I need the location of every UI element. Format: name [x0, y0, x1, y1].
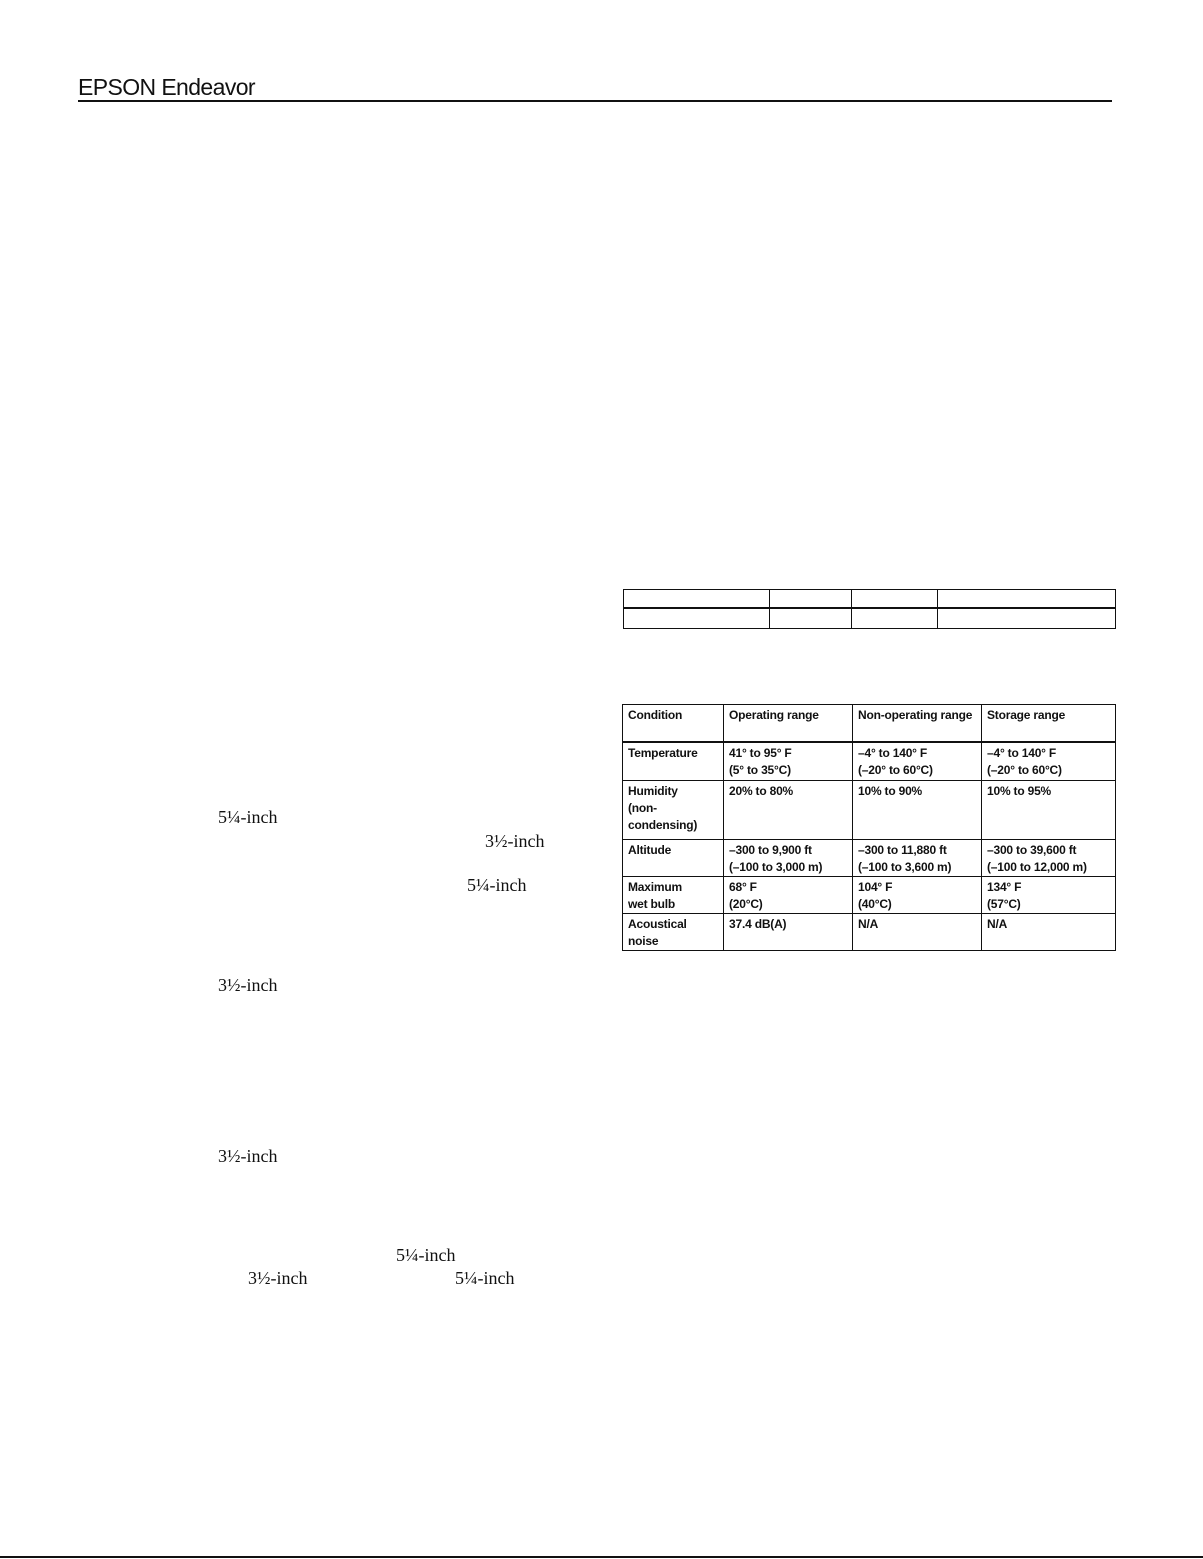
cell-line: –300 to 9,900 ft	[729, 843, 812, 857]
cell-condition	[623, 914, 724, 951]
cell-line: (–20° to 60°C)	[858, 763, 933, 777]
cell-line: –4° to 140° F	[987, 746, 1057, 760]
cell-line: (–100 to 12,000 m)	[987, 860, 1087, 874]
cell-line: (–100 to 3,000 m)	[729, 860, 823, 874]
cell-operating	[724, 840, 853, 877]
cell-line: N/A	[858, 917, 879, 931]
cell-line: 41° to 95° F	[729, 746, 792, 760]
cell-line: Acoustical	[628, 917, 687, 931]
cell-non-operating	[853, 781, 982, 840]
table-cell	[852, 590, 938, 609]
cell-operating	[724, 877, 853, 914]
cell-line: (40°C)	[858, 897, 892, 911]
cell-line: 37.4 dB(A)	[729, 917, 787, 931]
cell-non-operating	[853, 877, 982, 914]
footer-rule	[0, 1556, 1203, 1558]
cell-line: 134° F	[987, 880, 1022, 894]
table-row	[623, 742, 1116, 781]
text-fragment: 3½-inch	[248, 1268, 308, 1288]
table-cell	[938, 590, 1116, 609]
cell-storage	[982, 742, 1116, 781]
cell-line: (20°C)	[729, 897, 763, 911]
cell-condition	[623, 781, 724, 840]
cell-condition	[623, 742, 724, 781]
empty-table	[623, 589, 1116, 629]
text-fragment: 5¼-inch	[396, 1245, 456, 1265]
cell-non-operating	[853, 840, 982, 877]
cell-non-operating	[853, 742, 982, 781]
cell-line: 20% to 80%	[729, 784, 794, 798]
cell-line: –4° to 140° F	[858, 746, 928, 760]
text-fragment: 3½-inch	[485, 831, 545, 851]
cell-line: 104° F	[858, 880, 893, 894]
header-rule	[78, 100, 1112, 102]
cell-line: wet bulb	[628, 897, 676, 911]
cell-line: N/A	[987, 917, 1008, 931]
cell-line: –300 to 39,600 ft	[987, 843, 1077, 857]
cell-line: Humidity	[628, 784, 678, 798]
cell-line: (non-	[628, 801, 657, 815]
cell-line: noise	[628, 934, 659, 948]
cell-condition	[623, 840, 724, 877]
cell-line: 10% to 90%	[858, 784, 923, 798]
cell-line: Altitude	[628, 843, 672, 857]
cell-line: Temperature	[628, 746, 698, 760]
cell-line: (57°C)	[987, 897, 1021, 911]
cell-line: (–100 to 3,600 m)	[858, 860, 952, 874]
table-cell	[624, 590, 770, 609]
cell-storage	[982, 877, 1116, 914]
text-fragment: 3½-inch	[218, 975, 278, 995]
table-row	[623, 914, 1116, 951]
cell-operating	[724, 742, 853, 781]
table-row	[623, 877, 1116, 914]
cell-line: 10% to 95%	[987, 784, 1052, 798]
cell-line: condensing)	[628, 818, 698, 832]
table-cell	[938, 608, 1116, 629]
table-cell	[770, 608, 852, 629]
text-fragment: 5¼-inch	[467, 875, 527, 895]
cell-operating	[724, 781, 853, 840]
cell-line: Maximum	[628, 880, 682, 894]
cell-non-operating	[853, 914, 982, 951]
column-header-storage: Storage range	[982, 705, 1116, 743]
table-row	[623, 781, 1116, 840]
cell-operating	[724, 914, 853, 951]
environment-table	[622, 704, 1116, 951]
cell-line: (–20° to 60°C)	[987, 763, 1062, 777]
table-cell	[770, 590, 852, 609]
table-cell	[852, 608, 938, 629]
text-fragment: 5¼-inch	[218, 807, 278, 827]
cell-storage	[982, 840, 1116, 877]
text-fragment: 3½-inch	[218, 1146, 278, 1166]
column-header-condition: Condition	[623, 705, 724, 743]
cell-line: (5° to 35°C)	[729, 763, 791, 777]
column-header-non-operating: Non-operating range	[853, 705, 982, 743]
table-cell	[624, 608, 770, 629]
page-header-title: EPSON Endeavor	[78, 74, 255, 100]
table-row	[623, 840, 1116, 877]
cell-storage	[982, 914, 1116, 951]
cell-line: 68° F	[729, 880, 757, 894]
cell-line: –300 to 11,880 ft	[858, 843, 947, 857]
column-header-operating: Operating range	[724, 705, 853, 743]
text-fragment: 5¼-inch	[455, 1268, 515, 1288]
cell-storage	[982, 781, 1116, 840]
cell-condition	[623, 877, 724, 914]
